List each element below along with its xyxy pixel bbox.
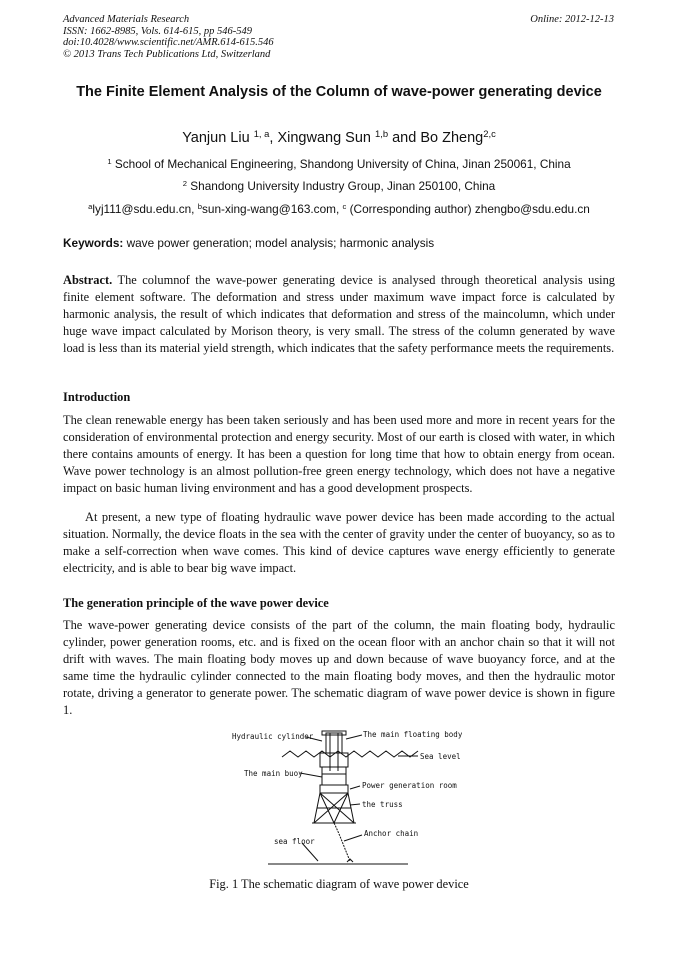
label-main-buoy: The main buoy [244, 769, 303, 778]
email-c[interactable]: (Corresponding author) zhengbo@sdu.edu.cn [346, 202, 590, 216]
power-room-shape [320, 785, 348, 793]
hydraulic-cylinder-shape [326, 733, 342, 753]
label-power-generation-room: Power generation room [362, 781, 457, 790]
keywords-label: Keywords: [63, 236, 124, 250]
author-name: Yanjun Liu [182, 130, 250, 146]
label-anchor-chain: Anchor chain [364, 829, 419, 838]
schematic-figure [222, 725, 462, 870]
author-name: Xingwang Sun [277, 130, 371, 146]
main-buoy-shape [322, 767, 346, 785]
affiliation-1: $^1$ School of Mechanical Engineering, Shandong University of China, Jinan 250061, China [107, 156, 571, 171]
label-hydraulic-cylinder: Hydraulic cylinder [232, 732, 314, 741]
principle-paragraph: The wave-power generating device consists of the part of the column, the main floating body, hydraulic cylinder, power generation rooms, etc. and is fixed on the ocean floor with an anchor chain so that it will not drift with waves. The main floating body moves up and down because of wave buoyancy force, and at the same time the hydraulic cylinder connected to the main floating body moves, and then the hydraulic motor rotate, driving a generator to generate power. The schematic diagram of wave power device is shown in figure 1. [63, 618, 615, 718]
sea-level-wave [282, 751, 418, 757]
copyright-line: © 2013 Trans Tech Publications Ltd, Switzerland [63, 48, 271, 60]
author-list: Yanjun Liu $^{1, a}$, Xingwang Sun $^{1,b}$ and Bo Zheng$^{2,c}$ [182, 127, 496, 146]
journal-metadata [63, 14, 274, 60]
introduction-heading: Introduction [63, 390, 131, 404]
journal-name: Advanced Materials Research [63, 14, 190, 25]
online-date: Online: 2012-12-13 [530, 14, 614, 25]
figure-caption: Fig. 1 The schematic diagram of wave power device [209, 877, 469, 891]
author-emails: $^a$lyj111@sdu.edu.cn, $^b$sun-xing-wang@163.com, $^c$ (Corresponding author) zhengbo@sdu.edu.cn [88, 201, 590, 216]
principle-heading: The generation principle of the wave power device [63, 596, 329, 610]
abstract [63, 272, 615, 357]
label-sea-level: Sea level [420, 752, 461, 761]
label-truss: the truss [362, 800, 403, 809]
keywords [63, 236, 434, 250]
issn-line: ISSN: 1662-8985, Vols. 614-615, pp 546-549 [63, 25, 252, 37]
author-superscript: 1, a [253, 127, 270, 139]
author-name: Bo Zheng [420, 130, 484, 146]
anchor-chain-shape [334, 823, 350, 861]
paper-title: The Finite Element Analysis of the Column of wave-power generating device [76, 84, 602, 100]
label-sea-floor: sea floor [274, 837, 315, 846]
keywords-text: wave power generation; model analysis; harmonic analysis [123, 236, 435, 250]
affiliation-2: $^2$ Shandong University Industry Group, Jinan 250100, China [182, 178, 496, 193]
email-b[interactable]: sun-xing-wang@163.com, [202, 202, 343, 216]
introduction-paragraph-2: At present, a new type of floating hydraulic wave power device has been made according to the actual situation. Normally, the device floats in the sea with the center of gravity under the center of buoyancy, so as to make a self-correction when wave comes. This kind of device captures wave energy efficiently to generate electricity, and is able to bear big wave impact. [63, 510, 615, 576]
abstract-text: The columnof the wave-power generating device is analysed through theoretical analysis using finite element software. The deformation and stress under maximum wave impact force is calculated by harmonic analysis, the result of which indicates that deformation and stress of the maincolumn, which under huge wave impact calculated by Morison theory, is very small. The stress of the column generated by wave load is less than its material yield strength, which indicates that the safety performance meets the requirements. [63, 273, 615, 356]
author-superscript: 1,b [375, 127, 389, 139]
introduction-paragraph-1: The clean renewable energy has been taken seriously and has been used more and more in recent years for the consideration of environmental protection and energy security. Most of our earth is closed with water, in which there contains amounts of energy. It has been a question for long time that how to obtain energy from ocean. Wave power technology is an almost pollution-free green energy technology, which does not have a negative impact on basic human living environment and has a good development prospects. [63, 413, 615, 496]
doi-line[interactable]: doi:10.4028/www.scientific.net/AMR.614-615.546 [63, 37, 274, 49]
email-a[interactable]: lyj111@sdu.edu.cn, [92, 202, 198, 216]
label-main-floating-body: The main floating body [363, 730, 462, 739]
author-superscript: 2,c [483, 127, 496, 139]
abstract-label: Abstract. [63, 273, 113, 287]
